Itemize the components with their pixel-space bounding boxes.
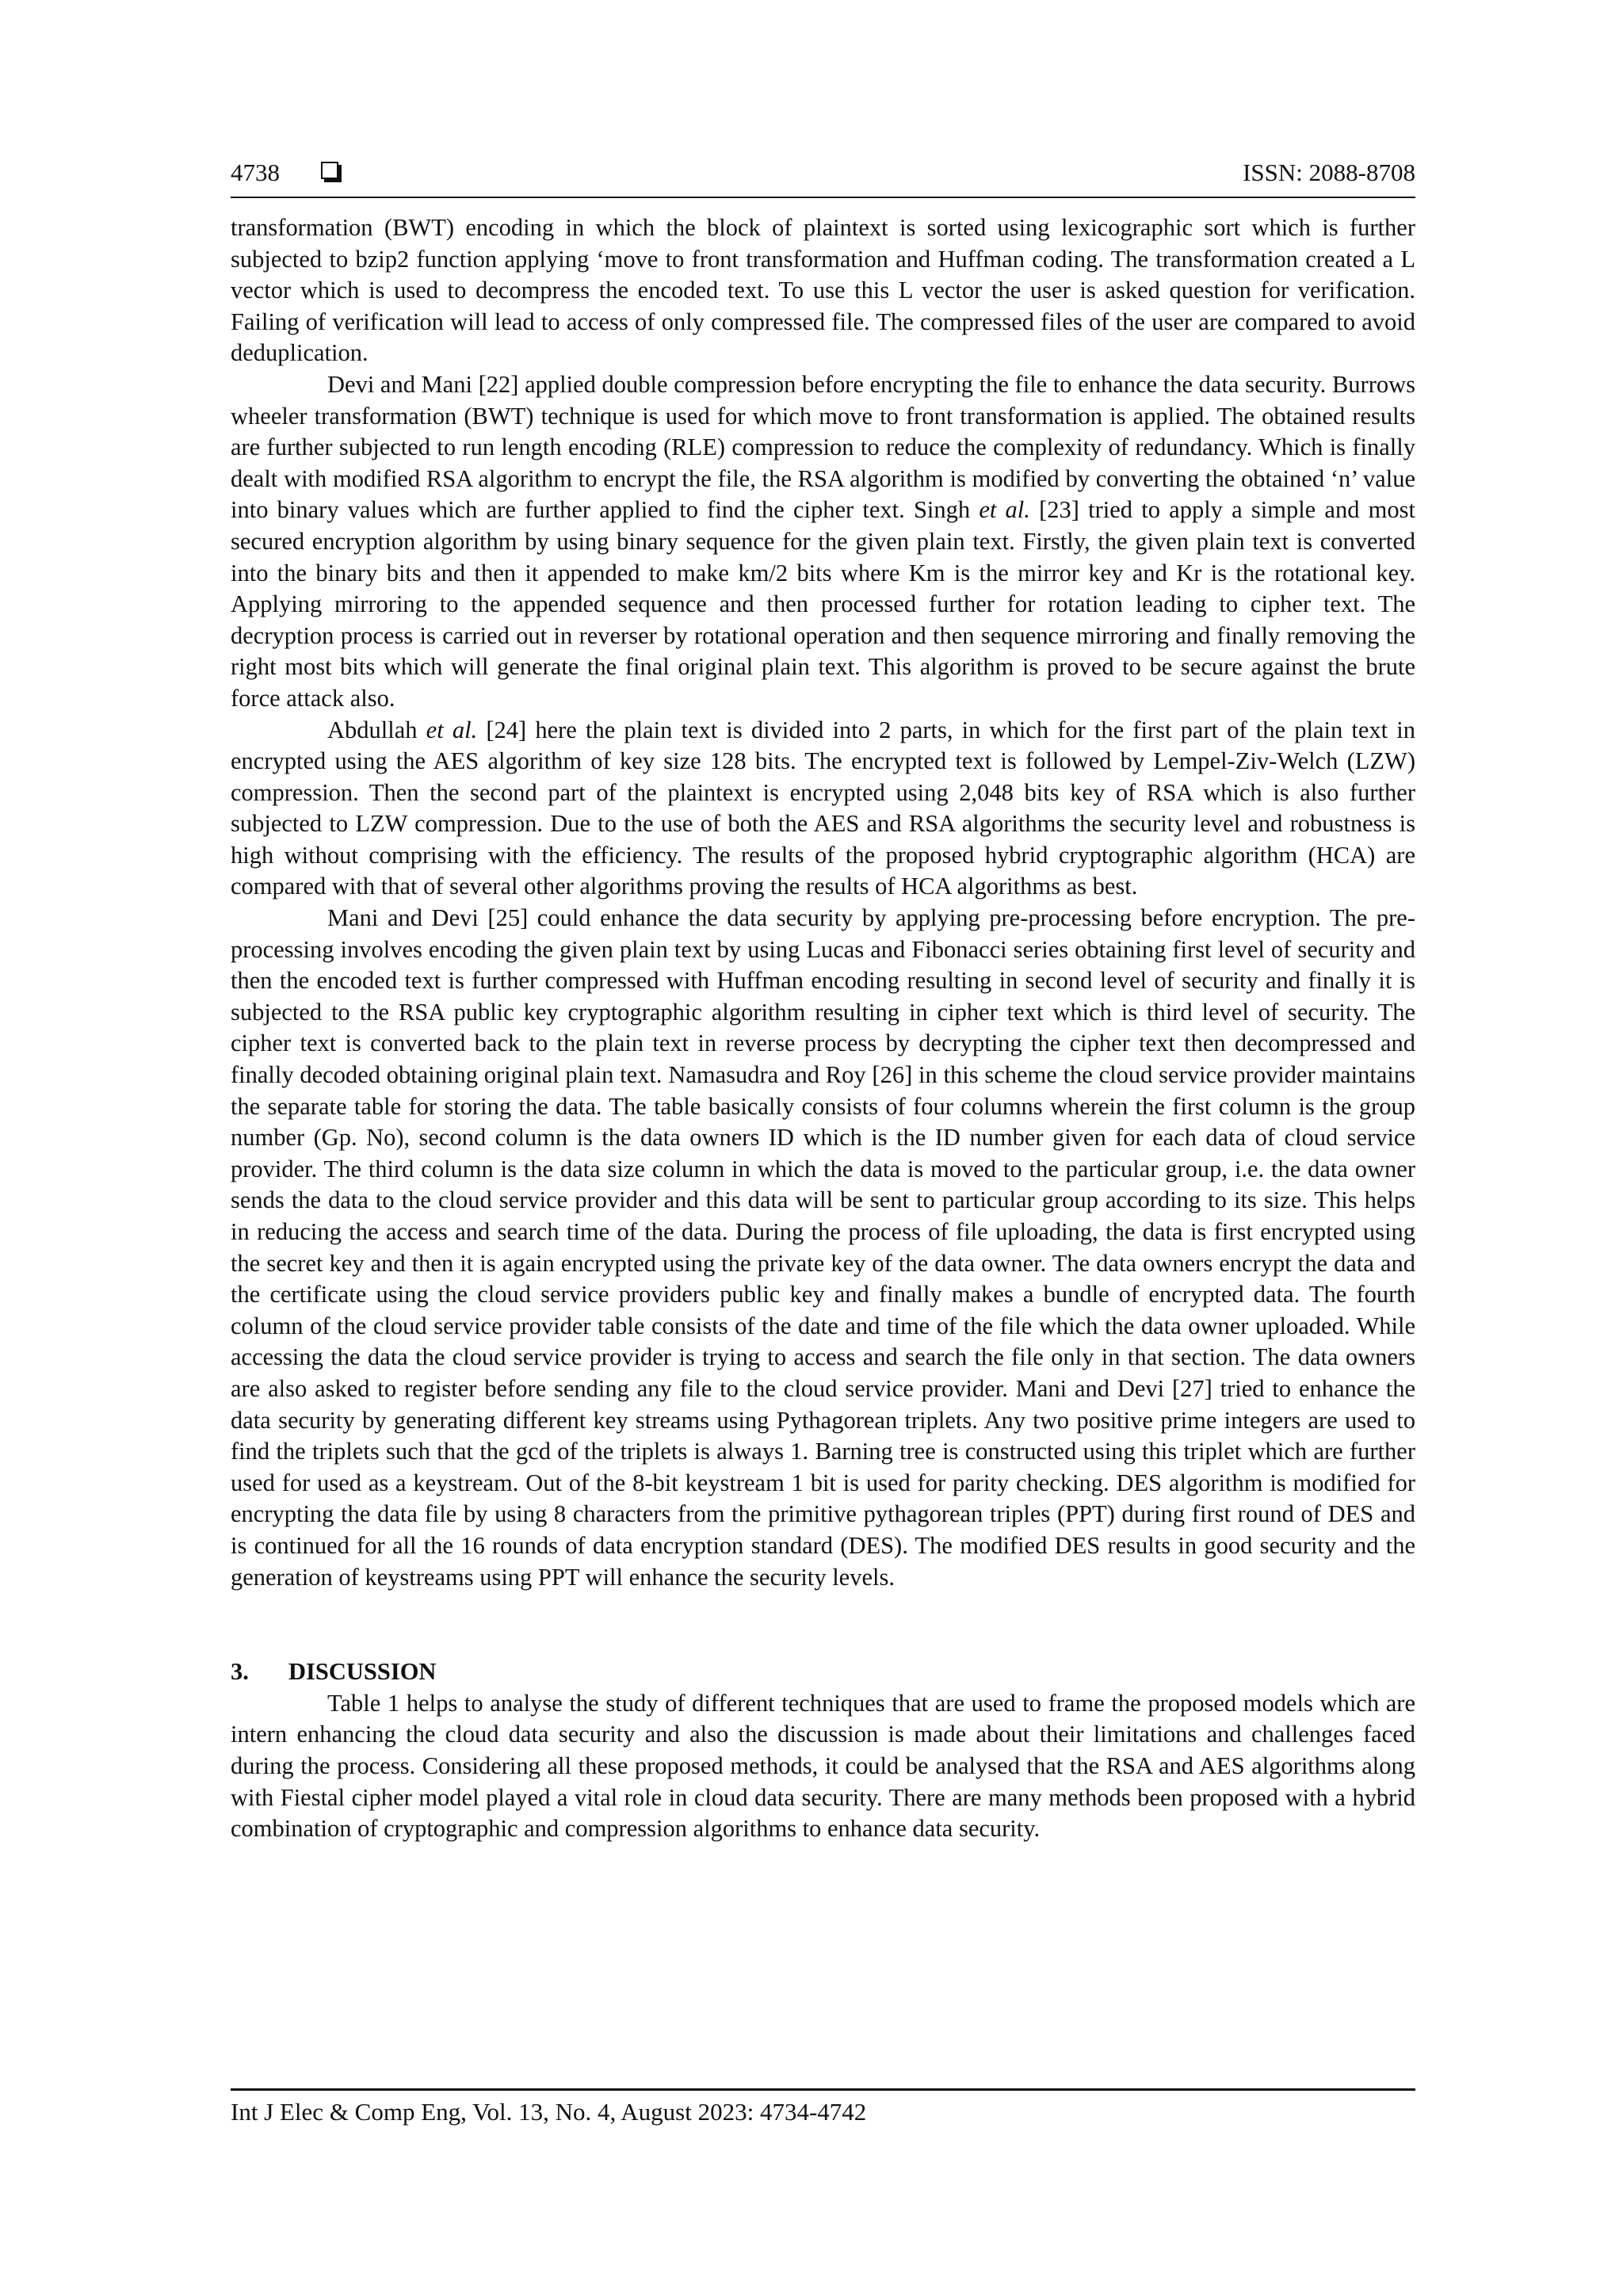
page-header [231,155,1415,190]
issn: ISSN: 2088-8708 [1243,159,1415,186]
paragraph: transformation (BWT) encoding in which the block of plaintext is sorted using lexicographic sort which is further subjected to bzip2 function applying ‘move to front transformation and Huffman coding. The transformation created a L vector which is used to decompress the encoded text. To use this L vector the user is asked question for verification. Failing of verification will lead to access of only compressed file. The compressed files of the user are compared to avoid deduplication. [231,214,1415,367]
section-number: 3. [231,1658,249,1686]
footer-rule [231,2088,1415,2091]
header-rule [231,197,1415,198]
section-spacer [231,1593,1415,1656]
page-number: 4738 [231,159,280,186]
section-title: DISCUSSION [288,1658,437,1686]
section-heading [231,1656,1415,1688]
paragraph: Table 1 helps to analyse the study of different techniques that are used to frame the proposed models which are intern enhancing the cloud data security and also the discussion is made about their limitations and challenges faced during the process. Considering all these proposed methods, it could be analysed that the RSA and AES algorithms along with Fiestal cipher model played a vital role in cloud data security. There are many methods been proposed with a hybrid combination of cryptographic and compression algorithms to enhance data security. [231,1689,1415,1843]
et-al: et al. [426,716,478,743]
box-icon [321,162,338,179]
paragraph: Devi and Mani [22] applied double compression before encrypting the file to enhance the data security. Burrows wheeler transformation (BWT) technique is used for which move to front transformation is applied. The obtained results are further subjected to run length encoding (RLE) compression to reduce the complexity of redundancy. Which is finally dealt with modified RSA algorithm to encrypt the file, the RSA algorithm is modified by converting the obtained ‘n’ value into binary values which are further applied to find the cipher text. Singh et al. [23] tried to apply a simple and most secured encryption algorithm by using binary sequence for the given plain text. Firstly, the given plain text is converted into the binary bits and then it appended to make km/2 bits where Km is the mirror key and Kr is the rotational key. Applying mirroring to the appended sequence and then processed further for rotation leading to cipher text. The decryption process is carried out in reverser by rotational operation and then sequence mirroring and finally removing the right most bits which will generate the final original plain text. This algorithm is proved to be secure against the brute force attack also. [231,370,1415,712]
paragraph: Mani and Devi [25] could enhance the data security by applying pre-processing before encryption. The pre-processing involves encoding the given plain text by using Lucas and Fibonacci series obtaining first level of security and then the encoded text is further compressed with Huffman encoding resulting in second level of security and finally it is subjected to the RSA public key cryptographic algorithm resulting in cipher text which is third level of security. The cipher text is converted back to the plain text in reverse process by decrypting the cipher text then decompressed and finally decoded obtaining original plain text. Namasudra and Roy [26] in this scheme the cloud service provider maintains the separate table for storing the data. The table basically consists of four columns wherein the first column is the group number (Gp. No), second column is the data owners ID which is the ID number given for each data of cloud service provider. The third column is the data size column in which the data is moved to the particular group, i.e. the data owner sends the data to the cloud service provider and this data will be sent to particular group according to its size. This helps in reducing the access and search time of the data. During the process of file uploading, the data is first encrypted using the secret key and then it is again encrypted using the private key of the data owner. The data owners encrypt the data and the certificate using the cloud service providers public key and finally makes a bundle of encrypted data. The fourth column of the cloud service provider table consists of the date and time of the file which the data owner uploaded. While accessing the data the cloud service provider is trying to access and search the file only in that section. The data owners are also asked to register before sending any file to the cloud service provider. Mani and Devi [27] tried to enhance the data security by generating different key streams using Pythagorean triplets. Any two positive prime integers are used to find the triplets such that the gcd of the triplets is always 1. Barning tree is constructed using this triplet which are further used for used as a keystream. Out of the 8-bit keystream 1 bit is used for parity checking. DES algorithm is modified for encrypting the data file by using 8 characters from the primitive pythagorean triples (PPT) during first round of DES and is continued for all the 16 rounds of data encryption standard (DES). The modified DES results in good security and the generation of keystreams using PPT will enhance the security levels. [231,904,1415,1591]
footer-citation: Int J Elec & Comp Eng, Vol. 13, No. 4, August 2023: 4734-4742 [231,2098,867,2126]
body-text [231,212,1415,1845]
et-al: et al. [979,496,1030,524]
paragraph: Abdullah et al. [24] here the plain text is divided into 2 parts, in which for the first part of the plain text in encrypted using the AES algorithm of key size 128 bits. The encrypted text is followed by Lempel-Ziv-Welch (LZW) compression. Then the second part of the plaintext is encrypted using 2,048 bits key of RSA which is also further subjected to LZW compression. Due to the use of both the AES and RSA algorithms the security level and robustness is high without comprising with the efficiency. The results of the proposed hybrid cryptographic algorithm (HCA) are compared with that of several other algorithms proving the results of HCA algorithms as best. [231,716,1415,900]
